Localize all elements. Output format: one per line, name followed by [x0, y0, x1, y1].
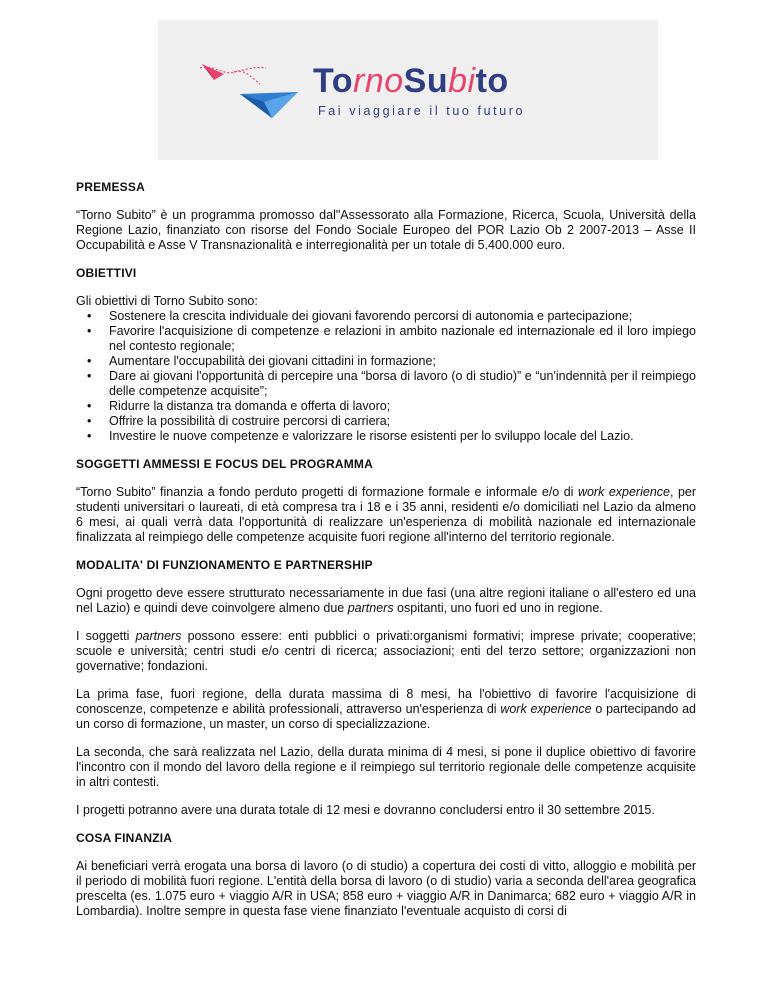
list-item: • Sostenere la crescita individuale dei giovani favorendo percorsi di autonomia e partecipazione; [109, 309, 696, 324]
obiettivi-list [76, 309, 696, 444]
list-item: • Dare ai giovani l'opportunità di percepire una “borsa di lavoro (o di studio)” e “un'indennità per il reimpiego delle competenze acquisite”; [109, 369, 696, 399]
document-body [76, 180, 696, 932]
modalita-paragraph-4: La seconda, che sarà realizzata nel Lazio, della durata minima di 4 mesi, si pone il duplice obiettivo di favorire l'incontro con il mondo del lavoro della regione e il reimpiego sul territorio regionale delle competenze acquisite in altri contesti. [76, 745, 696, 789]
text-run-italic: work experience [577, 485, 670, 499]
text-run: , per studenti universitari o laureati, di età compresa tra i 18 e i 35 anni, residenti e/o domiciliati nel Lazio da almeno 6 mesi, ai quali verrà data l'opportunità di realizzare un'esperienza di mobilità nazionale ed internazionale finalizzata al reimpiego delle competenze acquisite fuori regione all'interno del territorio regionale. [76, 485, 697, 544]
logo-title [313, 62, 509, 101]
list-item: • Ridurre la distanza tra domanda e offerta di lavoro; [109, 399, 696, 414]
premessa-paragraph: “Torno Subito” è un programma promosso dal"Assessorato alla Formazione, Ricerca, Scuola, Università della Regione Lazio, finanziato con risorse del Fondo Sociale Europeo del POR Lazio Ob 2 2007-2013 – Asse II Occupabilità e Asse V Transnazionalità e interregionalità per un totale di 5.400.000 euro. [76, 208, 696, 252]
finanzia-paragraph: Ai beneficiari verrà erogata una borsa di lavoro (o di studio) a copertura dei costi di vitto, alloggio e mobilità per il periodo di mobilità fuori regione. L'entità della borsa di lavoro (o di studio) varia a seconda dell'area geografica prescelta (es. 1.075 euro + viaggio A/R in USA; 858 euro + viaggio A/R in Danimarca; 682 euro + viaggio A/R in Lombardia). Inoltre sempre in questa fase viene finanziato l'eventuale acquisto di corsi di [76, 859, 696, 918]
logo-title-part: rno [353, 62, 404, 100]
list-item: • Favorire l'acquisizione di competenze e relazioni in ambito nazionale ed internazionale ed il loro impiego nel contesto regionale; [109, 324, 696, 354]
paper-plane-icon [194, 58, 304, 128]
section-heading-finanzia: COSA FINANZIA [76, 831, 173, 845]
section-heading-soggetti: SOGGETTI AMMESSI E FOCUS DEL PROGRAMMA [76, 457, 373, 471]
list-item: • Offrire la possibilità di costruire percorsi di carriera; [109, 414, 696, 429]
text-run: La prima fase, fuori regione, della durata massima di 8 mesi, ha l'obiettivo di favorire l'acquisizione di conoscenze, competenze e abilità professionali, attraverso un'esperienza di [76, 687, 696, 716]
soggetti-paragraph [76, 485, 696, 545]
logo-tagline: Fai viaggiare il tuo futuro [318, 104, 526, 118]
text-run-italic: work experience [500, 702, 592, 716]
logo-title-part: to [475, 62, 509, 100]
modalita-paragraph-1 [76, 586, 696, 616]
logo-banner [158, 20, 658, 160]
logo-title-part: Su [403, 62, 449, 100]
modalita-paragraph-2 [76, 629, 696, 674]
text-run: possono essere: enti pubblici o privati:organismi formativi; imprese private; cooperative; scuole e università; centri studi e/o centri di ricerca; associazioni; enti del terzo settore; organizzazioni non governative; fondazioni. [76, 629, 696, 673]
text-run-italic: partners [347, 601, 394, 615]
text-run: “Torno Subito” finanzia a fondo perduto progetti di formazione formale e informale e/o di [76, 485, 578, 499]
section-heading-premessa: PREMESSA [76, 180, 145, 194]
text-run: o partecipando ad un corso di formazione, un master, un corso di specializzazione. [76, 702, 696, 731]
modalita-paragraph-3 [76, 687, 696, 732]
list-item: • Aumentare l'occupabilità dei giovani cittadini in formazione; [109, 354, 696, 369]
obiettivi-intro: Gli obiettivi di Torno Subito sono: [76, 294, 258, 308]
text-run: ospitanti, uno fuori ed uno in regione. [393, 601, 603, 615]
text-run: Ogni progetto deve essere strutturato necessariamente in due fasi (una altre regioni italiane o all'estero ed una nel Lazio) e quindi deve coinvolgere almeno due [76, 586, 696, 615]
logo-title-part: To [313, 62, 354, 100]
text-run: I soggetti [76, 629, 136, 643]
section-heading-obiettivi: OBIETTIVI [76, 266, 137, 280]
section-heading-modalita: MODALITA' DI FUNZIONAMENTO E PARTNERSHIP [76, 558, 373, 572]
logo-title-part: bi [448, 62, 476, 100]
modalita-paragraph-5: I progetti potranno avere una durata totale di 12 mesi e dovranno concludersi entro il 30 settembre 2015. [76, 803, 655, 817]
text-run-italic: partners [135, 629, 182, 643]
list-item: • Investire le nuove competenze e valorizzare le risorse esistenti per lo sviluppo locale del Lazio. [109, 429, 696, 444]
